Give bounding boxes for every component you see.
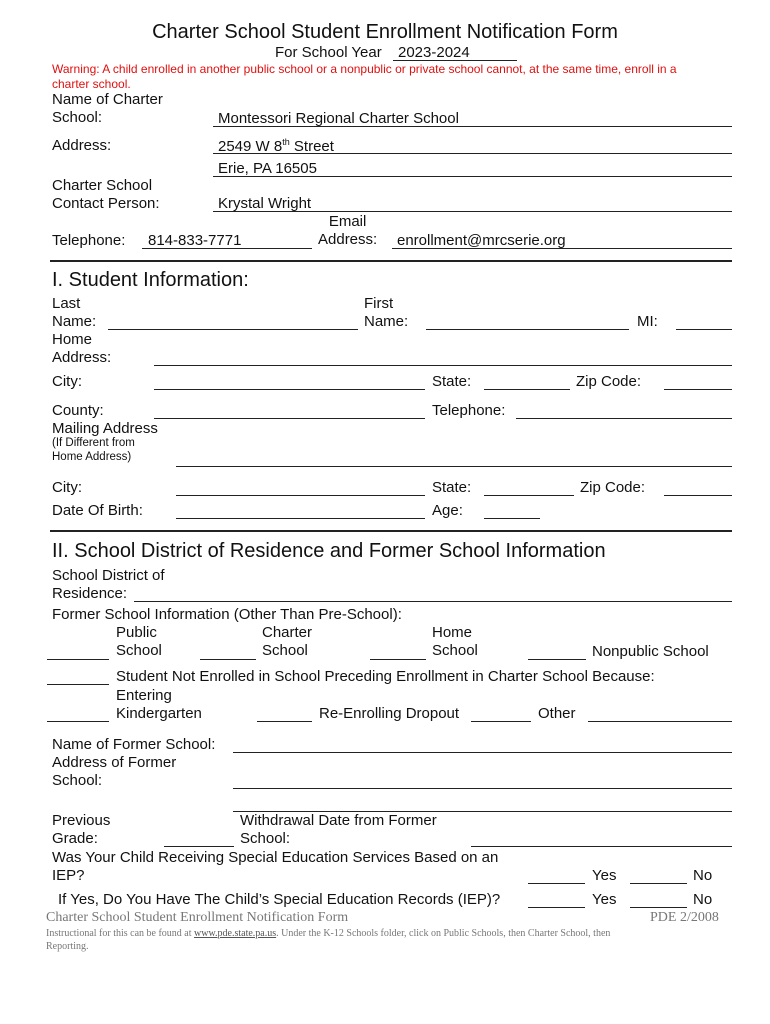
withdrawal-date-input[interactable] (471, 846, 732, 847)
charter-address-label: Address: (52, 137, 112, 154)
entering-kindergarten-blank[interactable] (47, 721, 109, 722)
special-ed-yes-blank[interactable] (528, 883, 585, 884)
home-address-input[interactable] (154, 365, 732, 366)
zip-label: Zip Code: (576, 373, 642, 390)
iep-records-no-blank[interactable] (630, 907, 687, 908)
charter-address-field-1[interactable]: 2549 W 8th Street (218, 137, 334, 155)
iep-records-no-label: No (693, 891, 713, 908)
not-enrolled-blank[interactable] (47, 684, 109, 685)
charter-school-label: Charter School (262, 624, 313, 659)
mailing-state-label: State: (432, 479, 472, 496)
previous-grade-input[interactable] (164, 846, 234, 847)
state-input[interactable] (484, 389, 570, 390)
special-ed-no-label: No (693, 867, 713, 884)
mailing-zip-label: Zip Code: (580, 479, 646, 496)
warning-text-line2: charter school. (52, 77, 131, 91)
form-title: Charter School Student Enrollment Notification Form (152, 21, 618, 43)
nonpublic-school-label: Nonpublic School (592, 643, 709, 660)
contact-person-field[interactable]: Krystal Wright (218, 195, 312, 212)
withdrawal-date-label: Withdrawal Date from Former School: (240, 812, 437, 847)
city-label: City: (52, 373, 82, 390)
footer-form-code: PDE 2/2008 (650, 910, 719, 925)
dob-label: Date Of Birth: (52, 502, 143, 519)
last-name-label: Last Name: (52, 295, 97, 330)
footer-form-name: Charter School Student Enrollment Notification Form (46, 910, 349, 925)
mailing-city-label: City: (52, 479, 82, 496)
pde-link[interactable]: www.pde.state.pa.us (194, 928, 277, 939)
other-label: Other (538, 705, 576, 722)
special-ed-no-blank[interactable] (630, 883, 687, 884)
county-input[interactable] (154, 418, 425, 419)
student-telephone-label: Telephone: (432, 402, 506, 419)
first-name-label: First Name: (364, 295, 409, 330)
mailing-city-input[interactable] (176, 495, 425, 496)
public-school-blank[interactable] (47, 659, 109, 660)
entering-kindergarten-label: Entering Kindergarten (116, 687, 202, 722)
state-label: State: (432, 373, 472, 390)
not-enrolled-label: Student Not Enrolled in School Preceding Enrollment in Charter School Because: (116, 668, 655, 685)
reenrolling-label: Re-Enrolling Dropout (319, 705, 460, 722)
last-name-input[interactable] (108, 329, 358, 330)
city-input[interactable] (154, 389, 425, 390)
school-year-label: For School Year (275, 44, 382, 61)
footer-instructions-line2: Reporting. (46, 941, 89, 952)
email-field[interactable]: enrollment@mrcserie.org (397, 232, 566, 249)
home-school-blank[interactable] (370, 659, 426, 660)
telephone-field[interactable]: 814-833-7771 (148, 232, 242, 249)
age-label: Age: (432, 502, 463, 519)
email-label: Email Address: (318, 213, 378, 248)
age-input[interactable] (484, 518, 540, 519)
former-school-name-label: Name of Former School: (52, 736, 216, 753)
charter-name-field[interactable]: Montessori Regional Charter School (218, 110, 459, 127)
former-school-address-input-1[interactable] (233, 788, 732, 789)
telephone-label: Telephone: (52, 232, 126, 249)
charter-address-field-2[interactable]: Erie, PA 16505 (218, 160, 317, 177)
county-label: County: (52, 402, 104, 419)
contact-person-label: Charter School Contact Person: (52, 177, 160, 212)
mailing-state-input[interactable] (484, 495, 574, 496)
dob-input[interactable] (176, 518, 425, 519)
iep-records-yes-blank[interactable] (528, 907, 585, 908)
mailing-zip-input[interactable] (664, 495, 732, 496)
mailing-address-note: (If Different from Home Address) (52, 437, 135, 463)
district-input[interactable] (134, 601, 732, 602)
section-divider-2 (50, 530, 732, 532)
previous-grade-label: Previous Grade: (52, 812, 111, 847)
other-blank[interactable] (471, 721, 531, 722)
mi-input[interactable] (676, 329, 732, 330)
home-address-label: Home Address: (52, 331, 112, 366)
nonpublic-school-blank[interactable] (528, 659, 586, 660)
special-ed-question: Was Your Child Receiving Special Education Services Based on an IEP? (52, 849, 499, 884)
charter-name-label: Name of Charter School: (52, 91, 163, 126)
mailing-address-label: Mailing Address (52, 420, 158, 437)
district-label: School District of Residence: (52, 567, 165, 602)
home-school-label: Home School (432, 624, 478, 659)
other-input[interactable] (588, 721, 732, 722)
former-school-label: Former School Information (Other Than Pre-School): (52, 606, 402, 623)
iep-records-yes-label: Yes (592, 891, 617, 908)
public-school-label: Public School (116, 624, 162, 659)
mi-label: MI: (637, 313, 658, 330)
warning-text-line1: Warning: A child enrolled in another public school or a nonpublic or private school cannot, at the same time, enroll in a (52, 62, 677, 76)
section-1-title: I. Student Information: (52, 269, 249, 291)
student-telephone-input[interactable] (516, 418, 732, 419)
former-school-name-input[interactable] (233, 752, 732, 753)
charter-school-blank[interactable] (200, 659, 256, 660)
reenrolling-blank[interactable] (257, 721, 312, 722)
special-ed-yes-label: Yes (592, 867, 617, 884)
former-school-address-label: Address of Former School: (52, 754, 177, 789)
footer-instructions: Instructional for this can be found at www.pde.state.pa.us. Under the K-12 Schools folder, click on Public Schools, then Charter School, then (46, 928, 611, 939)
iep-records-question: If Yes, Do You Have The Child’s Special Education Records (IEP)? (58, 891, 501, 908)
zip-input[interactable] (664, 389, 732, 390)
section-divider-1 (50, 260, 732, 262)
school-year-field[interactable]: 2023-2024 (398, 44, 470, 61)
first-name-input[interactable] (426, 329, 629, 330)
mailing-address-input[interactable] (176, 466, 732, 467)
section-2-title: II. School District of Residence and Former School Information (52, 540, 606, 562)
